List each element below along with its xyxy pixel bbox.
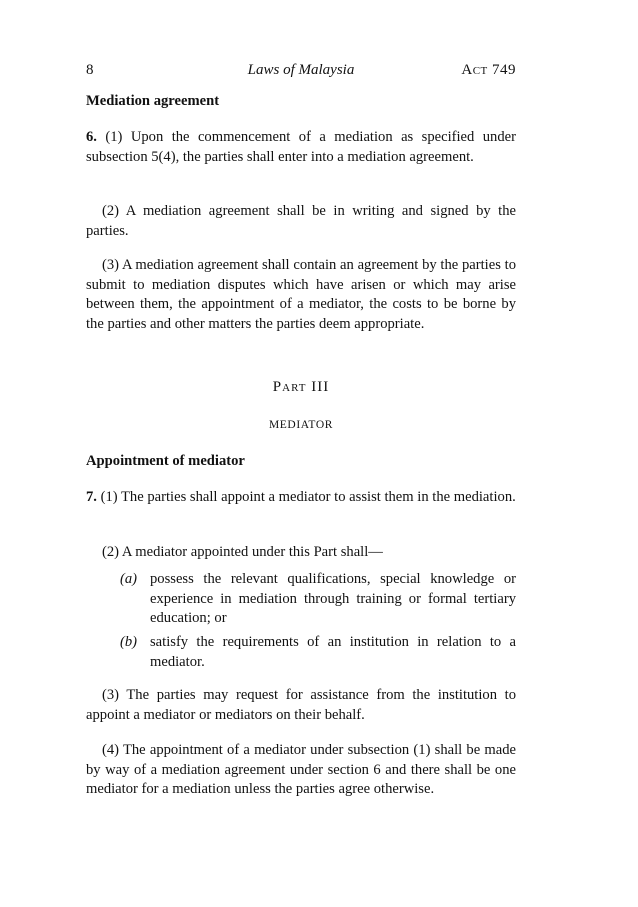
section-6-subsection-2: (2) A mediation agreement shall be in writing and signed by the parties. — [86, 203, 516, 239]
section-7-subsection-1 — [86, 488, 516, 508]
section-6-subsection-3: (3) A mediation agreement shall contain an agreement by the parties to submit to mediation disputes which have arisen or which may arise between them, the appointment of a mediator, the costs to be borne by the parties and other matters the parties deem appropriate. — [86, 257, 516, 332]
section-6-subsection-1-text: (1) Upon the commencement of a mediation as specified under subsection 5(4), the parties shall enter into a mediation agreement. — [86, 129, 516, 165]
part-title: MEDIATOR — [268, 419, 333, 431]
section-6-heading: Mediation agreement — [86, 93, 220, 109]
section-7-subsection-3: (3) The parties may request for assistance from the institution to appoint a mediator or mediators on their behalf. — [86, 687, 516, 723]
section-7-paragraph-a — [120, 570, 516, 629]
section-6-number: 6. — [86, 129, 97, 145]
part-label-text: Part III — [272, 379, 330, 395]
paragraph-b-label: (b) — [120, 634, 138, 650]
paragraph-a-text: possess the relevant qualifications, special knowledge or experience in mediation through training or formal tertiary education; or — [150, 571, 516, 626]
section-7-heading: Appointment of mediator — [86, 453, 245, 469]
header-act: Act 749 — [461, 62, 516, 78]
section-6-subsection-1 — [86, 128, 516, 167]
running-header — [86, 62, 516, 82]
paragraph-a-label: (a) — [120, 571, 138, 587]
section-7-number: 7. — [86, 489, 97, 505]
paragraph-b-text: satisfy the requirements of an institution in relation to a mediator. — [150, 634, 516, 670]
page-number: 8 — [86, 62, 94, 78]
section-7-subsection-2: (2) A mediator appointed under this Part shall— — [102, 544, 383, 560]
header-title: Laws of Malaysia — [247, 62, 355, 78]
section-7-subsection-4: (4) The appointment of a mediator under subsection (1) shall be made by way of a mediation agreement under section 6 and there shall be one mediator for a mediation unless the parties agree otherwise. — [86, 742, 516, 797]
section-7-subsection-1-text: (1) The parties shall appoint a mediator to assist them in the mediation. — [100, 489, 516, 505]
part-label — [86, 378, 516, 398]
section-7-paragraph-b — [120, 633, 516, 672]
